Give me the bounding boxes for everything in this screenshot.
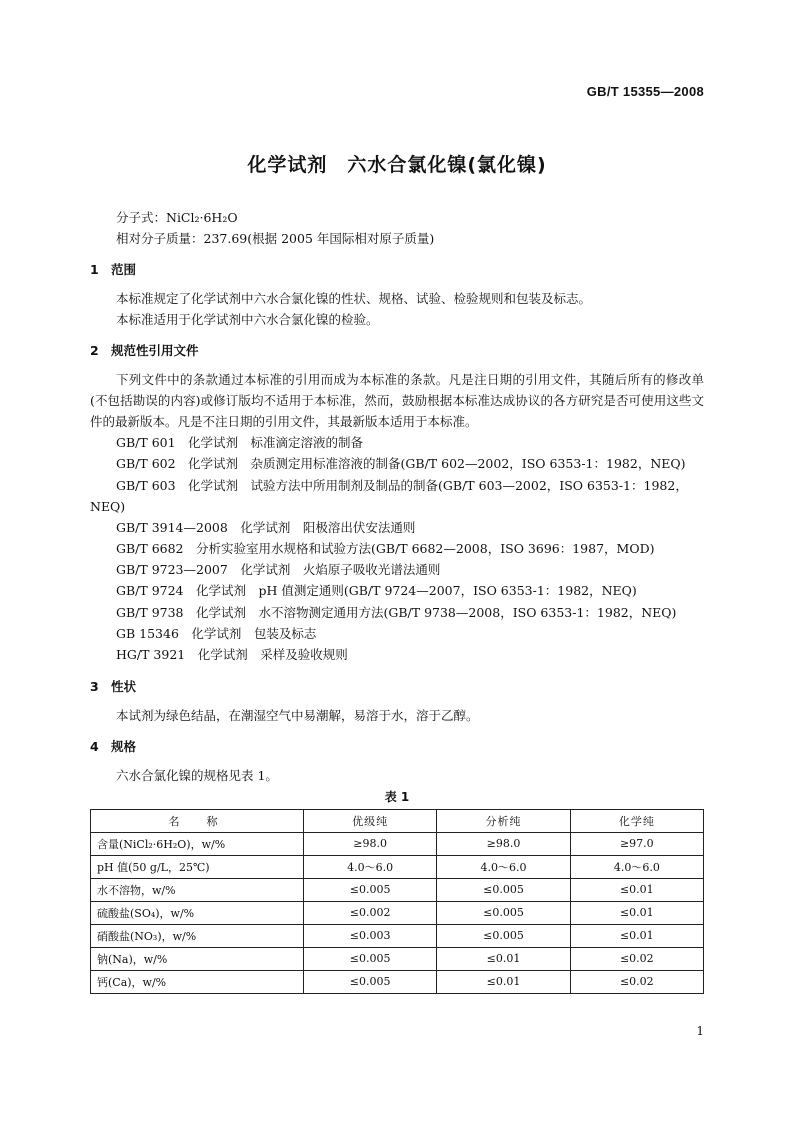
- table-cell-value: 4.0～6.0: [437, 855, 570, 878]
- table-cell-value: ≤0.005: [304, 947, 437, 970]
- section-heading-scope: [90, 259, 704, 280]
- section-title: 性状: [111, 678, 137, 694]
- column-header-guaranteed-reagent: 优级纯: [304, 809, 437, 832]
- section-number: 4: [90, 738, 99, 754]
- table-cell-item-name: 钠(Na)，w/%: [91, 947, 304, 970]
- reference-item: HG/T 3921 化学试剂 采样及验收规则: [116, 647, 348, 663]
- table-caption: 表 1: [384, 789, 410, 804]
- section-number: 2: [90, 343, 99, 358]
- table-cell-item-name: 水不溶物，w/%: [91, 878, 304, 901]
- scope-paragraph: 本标准适用于化学试剂中六水合氯化镍的检验。: [116, 312, 379, 327]
- table-cell-value: ≤0.01: [570, 924, 703, 947]
- table-cell-value: ≤0.01: [570, 901, 703, 924]
- table-cell-value: ≤0.02: [570, 970, 703, 993]
- table-cell-value: ≤0.005: [437, 924, 570, 947]
- reference-item: GB/T 9738 化学试剂 水不溶物测定通用方法(GB/T 9738—2008，ISO 6353-1：1982，NEQ): [116, 604, 677, 620]
- table-cell-value: ≥98.0: [304, 832, 437, 855]
- reference-item: GB/T 6682 分析实验室用水规格和试验方法(GB/T 6682—2008，ISO 3696：1987，MOD): [116, 540, 655, 556]
- reference-item: GB 15346 化学试剂 包装及标志: [116, 626, 317, 642]
- section-title: 规格: [111, 738, 137, 754]
- section-heading-properties: [90, 676, 704, 697]
- table-row: [91, 970, 704, 993]
- section-title: 规范性引用文件: [111, 343, 199, 358]
- standard-code: GB/T 15355—2008: [586, 84, 704, 99]
- reference-item: GB/T 601 化学试剂 标准滴定溶液的制备: [116, 435, 364, 450]
- table-cell-value: ≤0.02: [570, 947, 703, 970]
- table-cell-item-name: pH 值(50 g/L，25℃): [91, 855, 304, 878]
- molecular-mass: 相对分子质量：237.69(根据 2005 年国际相对原子质量): [116, 231, 435, 246]
- section-heading-specifications: [90, 736, 704, 757]
- table-cell-value: 4.0～6.0: [304, 855, 437, 878]
- page-number: 1: [696, 1024, 704, 1038]
- table-cell-value: ≤0.005: [437, 901, 570, 924]
- scope-paragraph: 本标准规定了化学试剂中六水合氯化镍的性状、规格、试验、检验规则和包装及标志。: [116, 291, 592, 306]
- section-number: 1: [90, 262, 99, 277]
- section-number: 3: [90, 678, 99, 694]
- section-heading-normative-references: [90, 340, 704, 361]
- table-row: [91, 832, 704, 855]
- table-cell-item-name: 硫酸盐(SO₄)，w/%: [91, 901, 304, 924]
- reference-item: GB/T 603 化学试剂 试验方法中所用制剂及制品的制备(GB/T 603—2002，ISO 6353-1：1982，NEQ): [90, 477, 688, 514]
- reference-item: GB/T 3914—2008 化学试剂 阳极溶出伏安法通则: [116, 519, 416, 535]
- table-cell-value: ≤0.005: [304, 878, 437, 901]
- table-row: [91, 924, 704, 947]
- properties-paragraph: 本试剂为绿色结晶，在潮湿空气中易潮解，易溶于水，溶于乙醇。: [116, 707, 479, 723]
- specification-table: [90, 809, 704, 994]
- reference-item: GB/T 602 化学试剂 杂质测定用标准溶液的制备(GB/T 602—2002，ISO 6353-1：1982，NEQ): [116, 456, 686, 472]
- document-title: 化学试剂 六水合氯化镍(氯化镍): [247, 154, 547, 176]
- table-row: [91, 901, 704, 924]
- table-row: [91, 878, 704, 901]
- column-header-chemically-pure: 化学纯: [570, 809, 703, 832]
- reference-item: GB/T 9723—2007 化学试剂 火焰原子吸收光谱法通则: [116, 562, 441, 578]
- table-header-row: [91, 809, 704, 832]
- table-row: [91, 855, 704, 878]
- references-intro: 下列文件中的条款通过本标准的引用而成为本标准的条款。凡是注日期的引用文件，其随后所有的修改单(不包括勘误的内容)或修订版均不适用于本标准，然而，鼓励根据本标准达成协议的各方研究是否可使用这些文件的最新版本。凡是不注日期的引用文件，其最新版本适用于本标准。: [90, 372, 704, 429]
- document-body: [90, 207, 704, 994]
- reference-item: GB/T 9724 化学试剂 pH 值测定通则(GB/T 9724—2007，ISO 6353-1：1982，NEQ): [116, 583, 637, 599]
- column-header-name: 名 称: [91, 809, 304, 832]
- column-header-analytical-reagent: 分析纯: [437, 809, 570, 832]
- section-title: 范围: [111, 262, 137, 277]
- table-cell-value: ≤0.01: [437, 970, 570, 993]
- table-cell-value: ≤0.01: [570, 878, 703, 901]
- table-cell-value: 4.0～6.0: [570, 855, 703, 878]
- table-cell-value: ≤0.005: [304, 970, 437, 993]
- table-cell-value: ≥97.0: [570, 832, 703, 855]
- table-cell-value: ≥98.0: [437, 832, 570, 855]
- table-cell-value: ≤0.003: [304, 924, 437, 947]
- table-cell-item-name: 钙(Ca)，w/%: [91, 970, 304, 993]
- table-cell-value: ≤0.002: [304, 901, 437, 924]
- table-cell-value: ≤0.01: [437, 947, 570, 970]
- table-cell-value: ≤0.005: [437, 878, 570, 901]
- specifications-paragraph: 六水合氯化镍的规格见表 1。: [116, 767, 278, 783]
- table-cell-item-name: 硝酸盐(NO₃)，w/%: [91, 924, 304, 947]
- table-row: [91, 947, 704, 970]
- molecular-formula: 分子式：NiCl₂·6H₂O: [116, 210, 238, 225]
- table-cell-item-name: 含量(NiCl₂·6H₂O)，w/%: [91, 832, 304, 855]
